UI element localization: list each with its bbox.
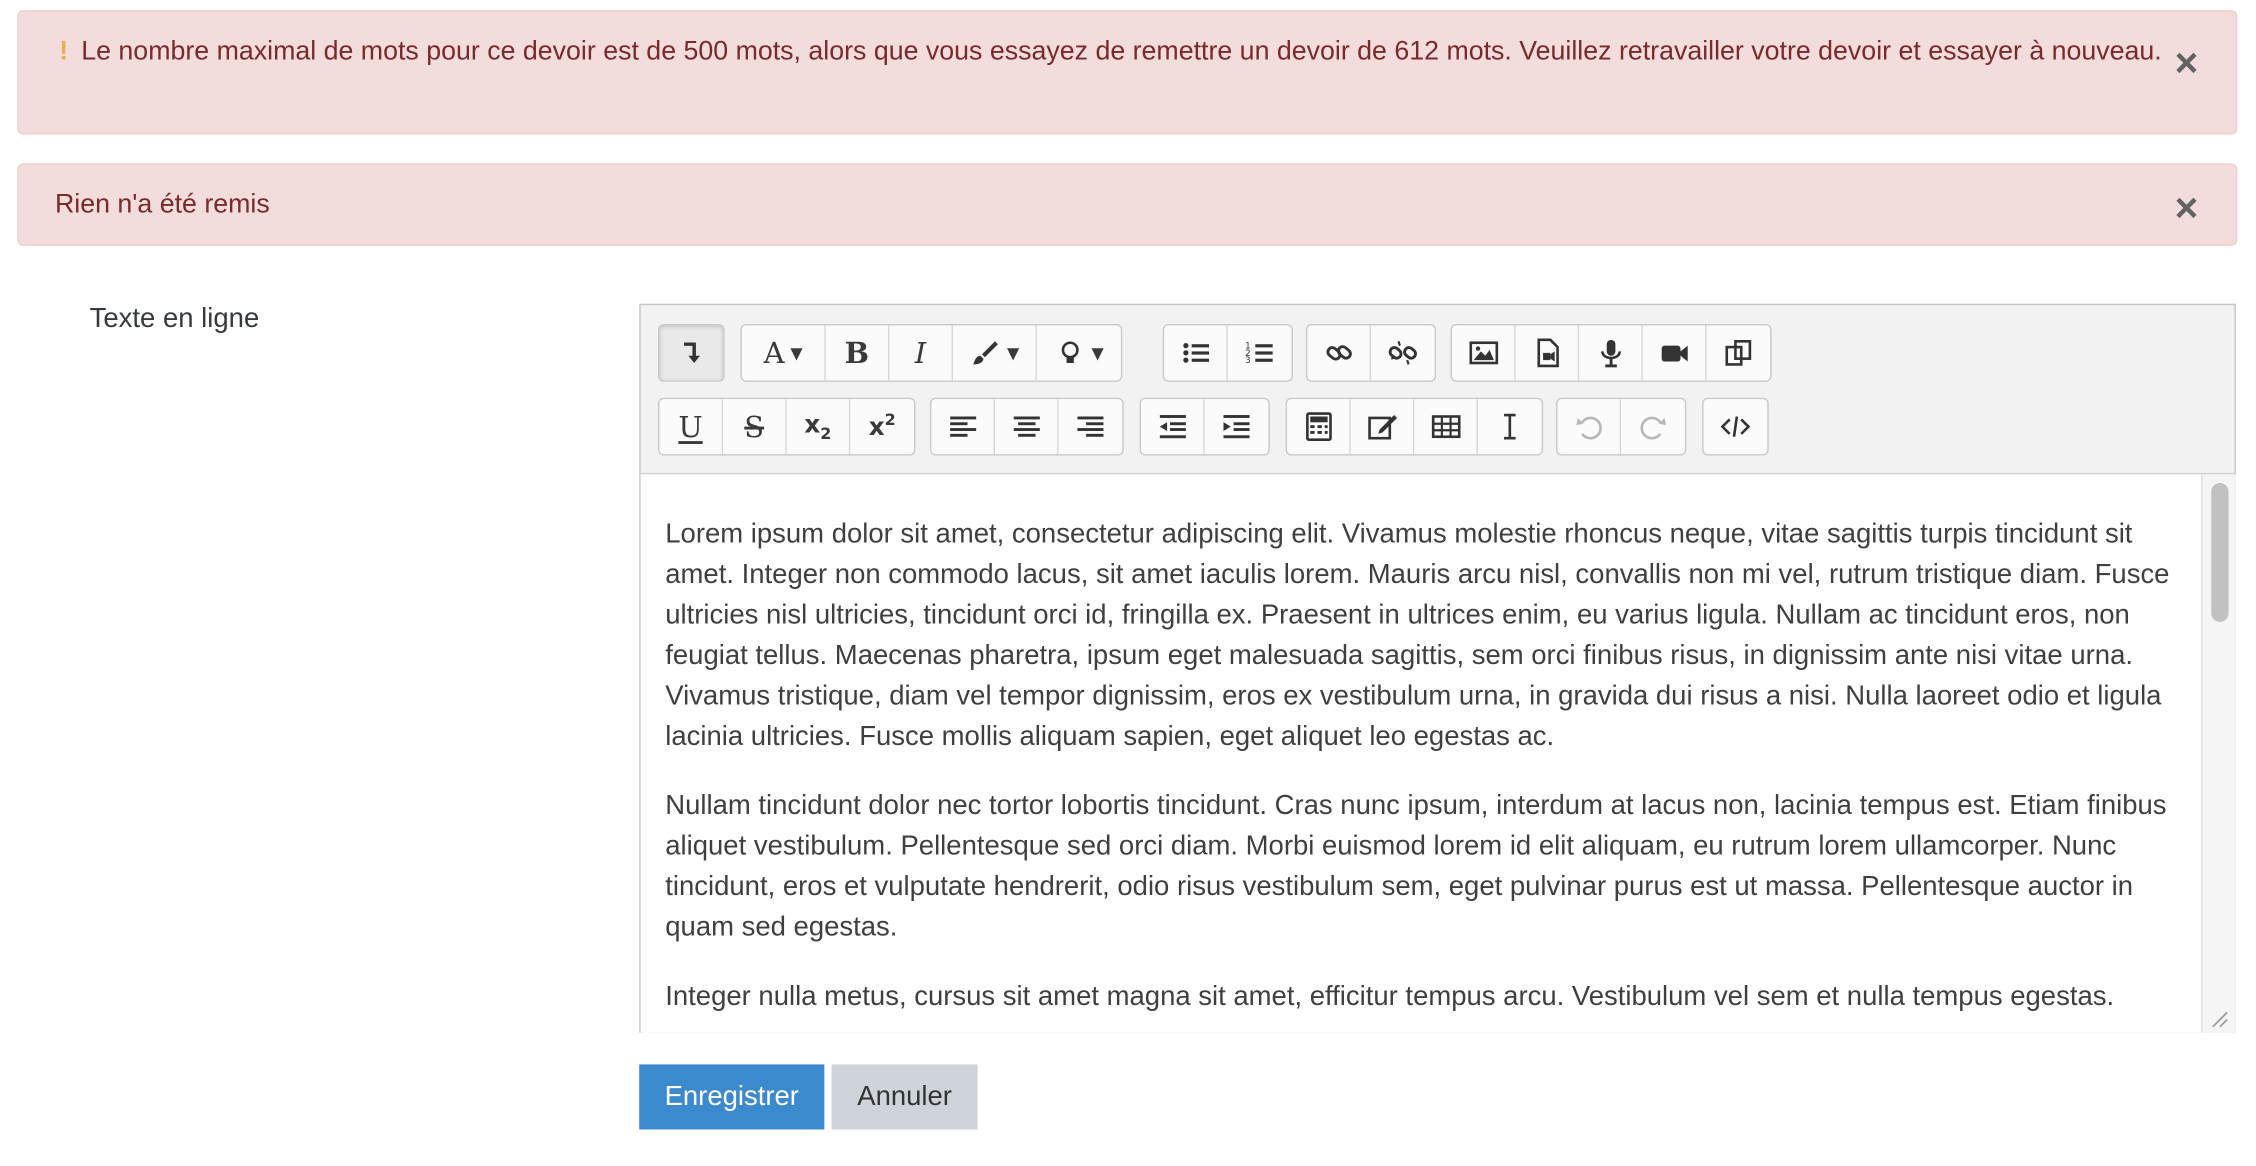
strikethrough-icon: S bbox=[744, 409, 765, 444]
media-button[interactable] bbox=[1516, 325, 1580, 380]
unordered-list-icon bbox=[1179, 337, 1211, 369]
record-audio-button[interactable] bbox=[1579, 325, 1643, 380]
cancel-button[interactable]: Annuler bbox=[832, 1064, 978, 1129]
toolbar-group-lists bbox=[1163, 324, 1293, 382]
color-brush-icon bbox=[969, 337, 1001, 369]
superscript-button[interactable] bbox=[850, 399, 914, 454]
image-icon bbox=[1467, 337, 1499, 369]
chevron-down-icon: ▼ bbox=[1091, 343, 1104, 363]
save-button[interactable]: Enregistrer bbox=[639, 1064, 824, 1129]
outdent-icon bbox=[1156, 411, 1188, 443]
align-center-button[interactable] bbox=[995, 399, 1059, 454]
ordered-list-icon bbox=[1244, 337, 1276, 369]
font-style-button[interactable] bbox=[742, 325, 826, 380]
image-button[interactable] bbox=[1452, 325, 1516, 380]
svg-text:2: 2 bbox=[1245, 348, 1251, 359]
undo-button[interactable] bbox=[1558, 399, 1622, 454]
close-icon[interactable]: × bbox=[2174, 185, 2199, 230]
editor-scrollbar[interactable] bbox=[2201, 474, 2236, 1032]
warning-icon: ! bbox=[59, 34, 69, 66]
text-color-button[interactable] bbox=[953, 325, 1037, 380]
toolbar-group-history bbox=[1556, 398, 1686, 456]
nothing-submitted-alert-text: Rien n'a été remis bbox=[54, 188, 270, 219]
editor-content-area[interactable] bbox=[641, 474, 2201, 1032]
toolbar-group-links bbox=[1306, 324, 1436, 382]
equation-button[interactable] bbox=[1287, 399, 1351, 454]
indent-icon bbox=[1221, 411, 1253, 443]
bold-icon: B bbox=[844, 335, 870, 371]
toolbar-group-format bbox=[658, 398, 915, 456]
manage-files-icon bbox=[1722, 337, 1754, 369]
editor-paragraph: Lorem ipsum dolor sit amet, consectetur adipiscing elit. Vivamus molestie rhoncus neque, vitae sagittis turpis tincidunt sit amet. Integer non commodo lacus, sit amet iaculis lorem. Mauris arcu nisl, convallis non mi vel, rutrum tristique diam. Fusce ultricies nisl ultricies, tincidunt orci id, fringilla ex. Praesent in ultrices enim, eu varius ligula. Nullam ac tincidunt eros, non feugiat tellus. Maecenas pharetra, ipsum eget malesuada sagittis, sem orci finibus risus, in dignissim ante nisi vitae urna. Vivamus tristique, diam vel tempor dignissim, eros ex vestibulum urna, in gravida dui risus a nisi. Nulla laoreet odio et ligula lacinia ultricies. Fusce mollis aliquam sapien, eget aliquet leo egestas ac. bbox=[665, 519, 2170, 753]
editor-paragraph: Nullam tincidunt dolor nec tortor lobortis tincidunt. Cras nunc ipsum, interdum at lacus non, lacinia tempus est. Etiam finibus aliquet vestibulum. Pellentesque sed orci diam. Morbi euismod lorem id elit aliquam, eu rutrum lorem ullamcorper. Nunc tincidunt, eros et vulputate hendrerit, odio risus vestibulum sem, eget pulvinar purus est ut massa. Pellentesque auctor in quam sed egestas. bbox=[665, 791, 2167, 943]
toolbar-group-indent bbox=[1140, 398, 1270, 456]
superscript-icon: $x^2$ bbox=[868, 410, 896, 443]
undo-icon bbox=[1573, 411, 1605, 443]
equation-icon bbox=[1302, 411, 1334, 443]
svg-text:1: 1 bbox=[1245, 341, 1251, 352]
toolbar-group-style bbox=[740, 324, 1122, 382]
online-text-label: Texte en ligne bbox=[89, 303, 260, 335]
align-left-icon bbox=[947, 411, 979, 443]
highlight-button[interactable] bbox=[1037, 325, 1121, 380]
edit-note-icon bbox=[1366, 411, 1398, 443]
rich-text-editor bbox=[639, 304, 2236, 1033]
scrollbar-thumb[interactable] bbox=[2211, 483, 2228, 622]
svg-text:3: 3 bbox=[1245, 355, 1251, 366]
subscript-button[interactable] bbox=[787, 399, 851, 454]
word-limit-alert-text: Le nombre maximal de mots pour ce devoir est de 500 mots, alors que vous essayez de remettre un devoir de 612 mots. Veuillez retravailler votre devoir et essayer à nouveau. bbox=[81, 34, 2162, 66]
outdent-button[interactable] bbox=[1141, 399, 1205, 454]
table-icon bbox=[1430, 411, 1462, 443]
toggle-toolbar-button[interactable] bbox=[659, 325, 723, 380]
media-icon bbox=[1531, 337, 1563, 369]
highlight-bulb-icon bbox=[1054, 337, 1086, 369]
align-right-icon bbox=[1075, 411, 1107, 443]
nothing-submitted-alert bbox=[17, 163, 2237, 245]
align-center-icon bbox=[1010, 411, 1042, 443]
italic-icon: I bbox=[914, 335, 927, 371]
table-button[interactable] bbox=[1414, 399, 1478, 454]
italic-button[interactable] bbox=[889, 325, 953, 380]
toolbar-group-insert bbox=[1286, 398, 1543, 456]
special-char-button[interactable] bbox=[1478, 399, 1542, 454]
link-button[interactable] bbox=[1307, 325, 1371, 380]
resize-grip-icon[interactable] bbox=[2208, 1008, 2228, 1028]
redo-button[interactable] bbox=[1621, 399, 1685, 454]
editor-paragraph: Integer nulla metus, cursus sit amet magna sit amet, efficitur tempus arcu. Vestibulum vel sem et nulla tempus egestas. bbox=[665, 981, 2115, 1013]
font-style-icon: A bbox=[763, 335, 785, 371]
toolbar-group-align bbox=[930, 398, 1124, 456]
editor-toolbar bbox=[641, 305, 2235, 474]
chevron-down-icon: ▼ bbox=[790, 343, 803, 363]
ordered-list-button[interactable] bbox=[1228, 325, 1292, 380]
word-limit-alert bbox=[17, 10, 2237, 134]
strikethrough-button[interactable] bbox=[723, 399, 787, 454]
underline-icon: U bbox=[678, 409, 703, 444]
unordered-list-button[interactable] bbox=[1164, 325, 1228, 380]
record-video-button[interactable] bbox=[1643, 325, 1707, 380]
toolbar-group-media bbox=[1451, 324, 1772, 382]
microphone-icon bbox=[1594, 337, 1626, 369]
chevron-down-icon: ▼ bbox=[1006, 343, 1020, 363]
unlink-icon bbox=[1387, 337, 1419, 369]
toolbar-group-source bbox=[1702, 398, 1769, 456]
link-icon bbox=[1323, 337, 1355, 369]
toolbar-group-collapse bbox=[658, 324, 725, 382]
bold-button[interactable] bbox=[826, 325, 890, 380]
redo-icon bbox=[1637, 411, 1669, 443]
edit-note-button[interactable] bbox=[1351, 399, 1415, 454]
unlink-button[interactable] bbox=[1371, 325, 1435, 380]
html-source-button[interactable] bbox=[1704, 399, 1768, 454]
underline-button[interactable] bbox=[659, 399, 723, 454]
toggle-toolbar-icon bbox=[675, 337, 707, 369]
video-camera-icon bbox=[1658, 337, 1690, 369]
subscript-icon: $x_2$ bbox=[804, 410, 832, 443]
special-char-icon bbox=[1494, 411, 1526, 443]
close-icon[interactable]: × bbox=[2174, 40, 2199, 86]
manage-files-button[interactable] bbox=[1707, 325, 1771, 380]
align-left-button[interactable] bbox=[931, 399, 995, 454]
html-source-icon bbox=[1720, 411, 1752, 443]
align-right-button[interactable] bbox=[1059, 399, 1123, 454]
indent-button[interactable] bbox=[1205, 399, 1269, 454]
